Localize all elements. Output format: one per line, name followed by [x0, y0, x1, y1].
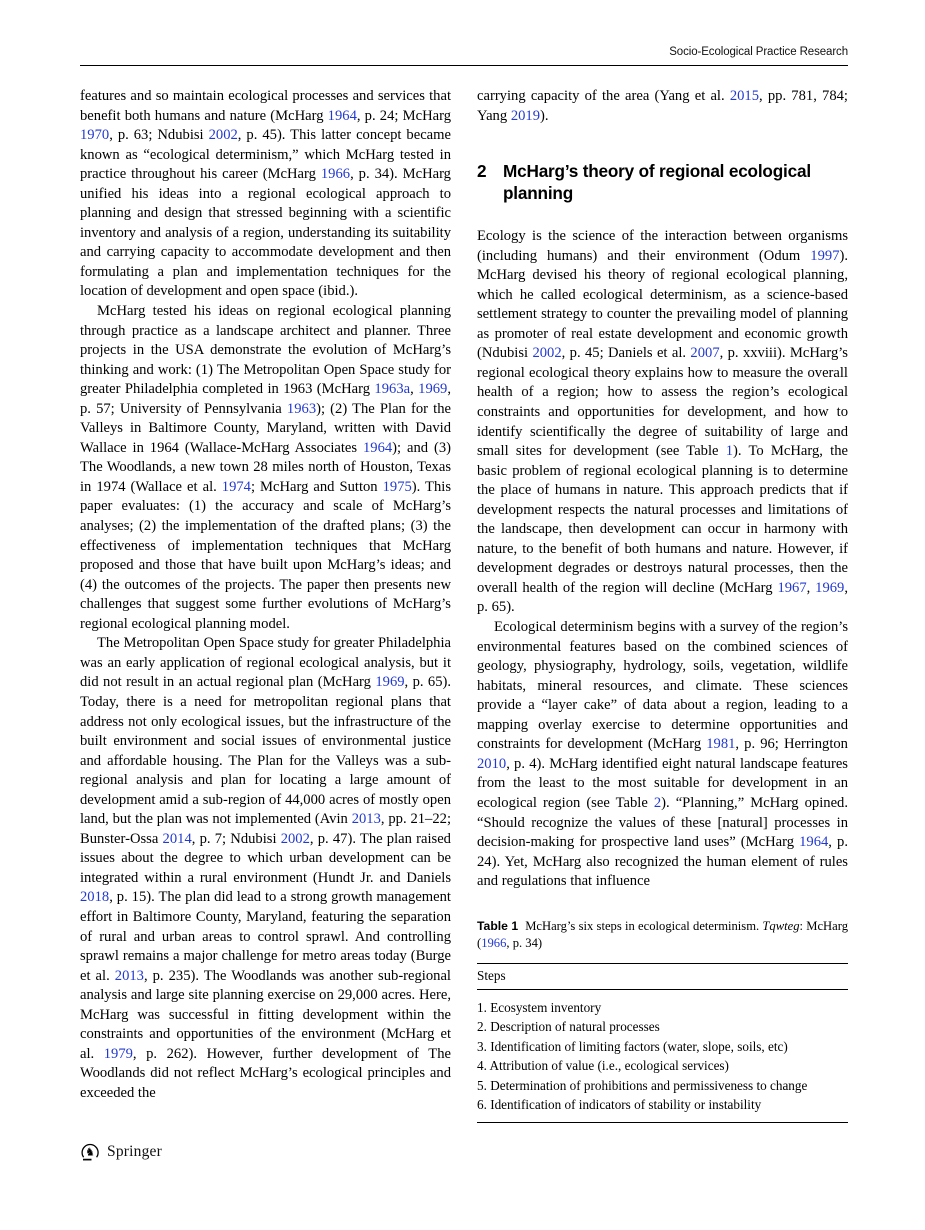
citation-link[interactable]: 2002	[208, 127, 238, 144]
table-column-header: Steps	[477, 963, 848, 990]
citation-link[interactable]: 1997	[810, 247, 840, 264]
page-content	[80, 0, 848, 1123]
text-segment: ,	[806, 579, 816, 596]
citation-link[interactable]: 1969	[418, 381, 448, 398]
text-segment: , p. 63; Ndubisi	[109, 127, 209, 144]
citation-link[interactable]: 2002	[280, 830, 310, 847]
paragraph	[477, 618, 848, 892]
text-segment: ). “Planning,” McHarg opined. “Should recognize the values of these [natural] processes in decision-making for prospective land uses” (McHarg	[477, 794, 848, 851]
text-segment: The Metropolitan Open Space study for greater Philadelphia was an early application of regional ecological analysis, but it did not result in an actual regional plan (McHarg	[80, 635, 451, 691]
text-segment: , p. 45). This latter concept became known as “ecological determinism,” which McHarg tested in practice throughout his career (McHarg	[80, 127, 451, 183]
citation-link[interactable]: 1969	[375, 674, 405, 691]
text-segment: , p. 15). The plan did lead to a strong growth management effort in Baltimore County, Maryland, featuring the separation of rural and urban areas to control sprawl. And controlling sprawl remains a major challenge for metro areas today (Burge et al.	[80, 889, 451, 984]
text-segment: , p. xxviii). McHarg’s regional ecological theory explains how to measure the overall health of a region; how to assess the region’s ecological constraints and opportunities for development, and how to identify scientifically the degree of suitability of large and small sites for development (see Table	[477, 345, 848, 460]
text-segment: ). This paper evaluates: (1) the accuracy and scale of McHarg’s analyses; (2) the implementation of the drafted plans; (3) the effectiveness of implementation techniques that McHarg proposed and those that have built upon McHarg’s ideas; and (4) the outcomes of the projects. The paper then presents new challenges that suggest some further evolutions of McHarg’s regional ecological planning model.	[80, 478, 451, 632]
text-segment: Tqwteg	[762, 918, 800, 933]
text-segment: , pp. 21–22; Bunster-Ossa	[80, 811, 452, 847]
header-rule	[80, 65, 848, 66]
citation-link[interactable]: 1964	[799, 834, 829, 851]
citation-link[interactable]: 1964	[362, 439, 393, 456]
text-segment: , p. 65).	[477, 579, 848, 616]
text-segment: ,	[410, 381, 419, 398]
text-segment: , p. 57; University of Pennsylvania	[80, 381, 451, 417]
paragraph	[477, 227, 848, 618]
text-segment: , p. 65). Today, there is a need for metropolitan regional plans that address not only ecological issues, but the infrastructure of the built environment and social issues of environmental justice and affordable housing. The Plan for the Valleys was a sub-regional analysis and plan for locating a large amount of development amid a sub-region of 44,000 acres of mostly open land, but the plan was not implemented (Avin	[80, 674, 452, 828]
citation-link[interactable]: 2013	[351, 811, 381, 828]
table-row: 6. Identification of indicators of stability or instability	[477, 1097, 762, 1113]
table-caption	[477, 918, 848, 953]
text-segment: ). To McHarg, the basic problem of regional ecological planning is to determine the place of humans in nature. This approach predicts that if development respects the natural processes and limitations of the landscape, then development can occur in harmony with nature, to the benefit of both humans and nature. However, if development degrades or destroys natural processes, then the overall health of the region will decline (McHarg	[477, 443, 848, 596]
paragraph	[80, 302, 451, 634]
text-segment: , p. 45; Daniels et al.	[561, 345, 691, 362]
table-row: 3. Identification of limiting factors (water, slope, soils, etc)	[477, 1038, 788, 1054]
text-segment: ). McHarg devised his theory of regional ecological planning, which he called ecological determinism, as a science-based settlement strategy to counter the prevailing model of planning as promoter of real estate development and economic growth (Ndubisi	[477, 247, 848, 362]
citation-link[interactable]: 2007	[690, 345, 720, 362]
text-segment: , p. 24). Yet, McHarg also recognized the human element of rules and regulations that influence	[477, 834, 848, 890]
svg-text:♞: ♞	[85, 1145, 95, 1159]
section-number: 2	[477, 161, 487, 182]
two-column-body	[80, 87, 848, 1123]
section-heading	[477, 160, 848, 204]
citation-link[interactable]: 2015	[729, 88, 760, 104]
citation-link[interactable]: 2	[653, 794, 662, 811]
citation-link[interactable]: 2014	[162, 830, 192, 847]
citation-link[interactable]: 1963a	[374, 381, 411, 398]
text-segment: , p. 262). However, further development of The Woodlands did not reflect McHarg’s ecological principles and exceeded the	[80, 1045, 451, 1101]
text-segment: , p. 4). McHarg identified eight natural landscape features from the least to the most suitable for development in an ecological region (see Table	[477, 755, 848, 811]
right-column-body	[477, 227, 848, 892]
paragraph	[80, 634, 451, 1103]
citation-link[interactable]: 1966	[481, 936, 507, 951]
citation-link[interactable]: 1974	[221, 478, 251, 495]
citation-link[interactable]: 1966	[320, 166, 351, 183]
citation-link[interactable]: 2002	[532, 345, 562, 362]
text-segment: McHarg’s six steps in ecological determinism.	[525, 918, 763, 933]
table-1	[477, 918, 848, 1123]
citation-link[interactable]: 2010	[477, 755, 507, 772]
text-segment: features and so maintain ecological processes and services that benefit both humans and nature (McHarg	[80, 88, 451, 124]
right-column-intro	[477, 87, 848, 126]
text-segment: , p. 235). The Woodlands was another sub-regional analysis and large site planning exercise on 29,000 acres. Here, McHarg was successful in fitting development within the constraints and opportunities of the environment (McHarg et al.	[80, 967, 451, 1062]
text-segment: ); and (3) The Woodlands, a new town 28 miles north of Houston, Texas in 1974 (Wallace et al.	[80, 439, 451, 495]
text-segment: , p. 34)	[506, 936, 543, 951]
citation-link[interactable]: 2013	[114, 967, 144, 984]
table-row: 2. Description of natural processes	[477, 1019, 660, 1035]
table-rows	[477, 990, 848, 1123]
publisher-name: Springer	[107, 1142, 162, 1160]
text-segment: Ecological determinism begins with a survey of the region’s environmental features based on the combined sciences of geology, physiography, hydrology, soils, vegetation, wildlife habitats, mineral resources, and climate. These sciences provide a “layer cake” of data about a region, leading to a mapping overlay exercise to determine opportunities and constraints for development (McHarg	[477, 619, 848, 753]
section-title: McHarg’s theory of regional ecological planning	[503, 161, 811, 204]
text-segment: , p. 7; Ndubisi	[191, 830, 281, 847]
left-column	[80, 87, 451, 1123]
text-segment: McHarg tested his ideas on regional ecological planning through practice as a landscape architect and planner. Three projects in the USA demonstrate the evolution of McHarg’s thinking and work: (1) The Metropolitan Open Space study for greater Philadelphia completed in 1963 (McHarg	[80, 303, 451, 398]
citation-link[interactable]: 1970	[80, 127, 110, 144]
citation-link[interactable]: 1963	[286, 400, 317, 417]
citation-link[interactable]: 1967	[777, 579, 807, 596]
text-segment: carrying capacity of the area (Yang et al.	[477, 88, 730, 104]
page-footer	[80, 1141, 162, 1162]
citation-link[interactable]: 1964	[327, 107, 357, 124]
citation-link[interactable]: 1969	[815, 579, 845, 596]
table-caption-label: Table 1	[477, 918, 519, 933]
text-segment: , p. 96; Herrington	[735, 736, 848, 753]
citation-link[interactable]: 1979	[103, 1045, 133, 1062]
text-segment: , p. 34). McHarg unified his ideas into a regional ecological approach to planning and design that stressed beginning with a scientific inventory and analysis of a region, understanding its suitability and carrying capacity to accommodate development and then formulating a plan and implementation techniques for the location of development and open space (ibid.).	[80, 166, 451, 300]
text-segment: , pp. 781, 784; Yang	[477, 88, 848, 124]
paragraph	[80, 87, 451, 302]
right-column	[477, 87, 848, 1123]
table-row: 5. Determination of prohibitions and permissiveness to change	[477, 1077, 808, 1093]
springer-logo-icon	[80, 1141, 100, 1162]
citation-link[interactable]: 2018	[80, 889, 110, 906]
journal-title: Socio-Ecological Practice Research	[669, 46, 848, 58]
text-segment: , p. 47). The plan raised issues about the degree to which urban development can be integrated within a rural environment (Hundt Jr. and Daniels	[80, 830, 451, 886]
text-segment: ).	[540, 107, 549, 124]
text-segment: ; McHarg and Sutton	[250, 478, 383, 495]
paragraph	[477, 87, 848, 126]
citation-link[interactable]: 1	[725, 443, 734, 460]
text-segment: Ecology is the science of the interaction between organisms (including humans) and their environment (Odum	[477, 228, 848, 264]
citation-link[interactable]: 2019	[510, 107, 540, 124]
text-segment: : McHarg (	[477, 918, 848, 951]
text-segment: , p. 24; McHarg	[356, 107, 451, 124]
table-row: 4. Attribution of value (i.e., ecological services)	[477, 1058, 729, 1074]
page-header	[80, 0, 848, 66]
citation-link[interactable]: 1975	[382, 478, 412, 495]
citation-link[interactable]: 1981	[706, 736, 736, 753]
text-segment: ); (2) The Plan for the Valleys in Baltimore County, Maryland, written with David Wallace in 1964 (Wallace-McHarg Associates	[80, 400, 451, 456]
table-row: 1. Ecosystem inventory	[477, 999, 602, 1015]
